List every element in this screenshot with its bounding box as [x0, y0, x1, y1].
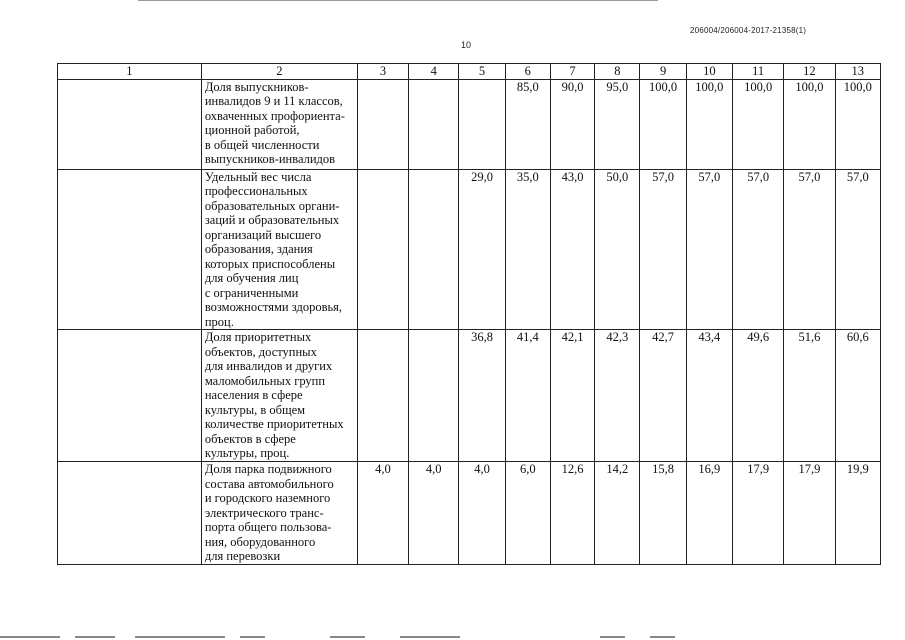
value-cell: 14,2	[595, 462, 640, 565]
col-header: 4	[409, 64, 459, 80]
value-cell	[409, 79, 459, 169]
empty-cell	[58, 169, 202, 330]
value-cell: 6,0	[505, 462, 550, 565]
col-header: 8	[595, 64, 640, 80]
value-cell: 60,6	[835, 330, 880, 462]
empty-cell	[58, 79, 202, 169]
page-number: 10	[461, 40, 472, 50]
empty-cell	[58, 462, 202, 565]
value-cell: 16,9	[686, 462, 732, 565]
indicator-text: Доля выпускников- инвалидов 9 и 11 классов, охваченных профориента- ционной работой, в общей численности выпускников-инвалидов	[204, 79, 345, 166]
value-cell: 51,6	[784, 330, 835, 462]
value-cell	[409, 169, 459, 330]
value-cell: 57,0	[835, 169, 880, 330]
col-header: 3	[357, 64, 408, 80]
indicator-text: Доля приоритетных объектов, доступных для инвалидов и других маломобильных групп населения в сфере культуры, в общем количестве приоритетных объектов в сфере культуры, проц.	[204, 330, 344, 460]
col-header: 9	[640, 64, 686, 80]
col-header: 6	[505, 64, 550, 80]
value-cell: 42,3	[595, 330, 640, 462]
value-cell: 100,0	[835, 79, 880, 169]
value-cell	[459, 79, 505, 169]
value-cell: 57,0	[640, 169, 686, 330]
indicator-name-cell	[201, 330, 357, 462]
value-cell: 57,0	[732, 169, 783, 330]
value-cell: 12,6	[550, 462, 594, 565]
value-cell: 100,0	[640, 79, 686, 169]
value-cell: 4,0	[357, 462, 408, 565]
empty-cell	[58, 330, 202, 462]
col-header: 13	[835, 64, 880, 80]
top-scan-rule	[138, 0, 658, 1]
value-cell: 43,4	[686, 330, 732, 462]
table-row	[58, 79, 881, 169]
indicator-name-cell	[201, 79, 357, 169]
bottom-scan-marks	[0, 636, 905, 638]
indicator-text: Доля парка подвижного состава автомобильного и городского наземного электрического транс- порта общего пользова- ния, оборудованного для перевозки	[204, 462, 334, 563]
indicator-name-cell	[201, 462, 357, 565]
value-cell: 41,4	[505, 330, 550, 462]
col-header: 7	[550, 64, 594, 80]
table-row	[58, 462, 881, 565]
value-cell: 100,0	[784, 79, 835, 169]
column-number-row	[58, 64, 881, 80]
col-header: 10	[686, 64, 732, 80]
value-cell: 42,1	[550, 330, 594, 462]
value-cell: 43,0	[550, 169, 594, 330]
value-cell: 85,0	[505, 79, 550, 169]
table-row	[58, 330, 881, 462]
value-cell: 57,0	[784, 169, 835, 330]
value-cell: 17,9	[732, 462, 783, 565]
value-cell: 100,0	[732, 79, 783, 169]
value-cell: 49,6	[732, 330, 783, 462]
value-cell	[357, 330, 408, 462]
value-cell: 29,0	[459, 169, 505, 330]
value-cell: 100,0	[686, 79, 732, 169]
col-header: 2	[201, 64, 357, 80]
value-cell: 50,0	[595, 169, 640, 330]
indicator-name-cell	[201, 169, 357, 330]
value-cell: 17,9	[784, 462, 835, 565]
value-cell	[357, 79, 408, 169]
col-header: 11	[732, 64, 783, 80]
value-cell: 4,0	[459, 462, 505, 565]
indicators-table	[57, 63, 881, 565]
value-cell: 19,9	[835, 462, 880, 565]
value-cell: 42,7	[640, 330, 686, 462]
value-cell: 15,8	[640, 462, 686, 565]
table-row	[58, 169, 881, 330]
value-cell	[409, 330, 459, 462]
document-id: 206004/206004-2017-21358(1)	[690, 26, 807, 35]
value-cell: 35,0	[505, 169, 550, 330]
value-cell: 90,0	[550, 79, 594, 169]
indicator-text: Удельный вес числа профессиональных образовательных органи- заций и образовательных организаций высшего образования, здания которых приспособлены для обучения лиц с ограниченными возможностями здоровья, проц.	[204, 169, 343, 329]
value-cell	[357, 169, 408, 330]
col-header: 1	[58, 64, 202, 80]
col-header: 5	[459, 64, 505, 80]
value-cell: 95,0	[595, 79, 640, 169]
value-cell: 4,0	[409, 462, 459, 565]
value-cell: 36,8	[459, 330, 505, 462]
value-cell: 57,0	[686, 169, 732, 330]
col-header: 12	[784, 64, 835, 80]
